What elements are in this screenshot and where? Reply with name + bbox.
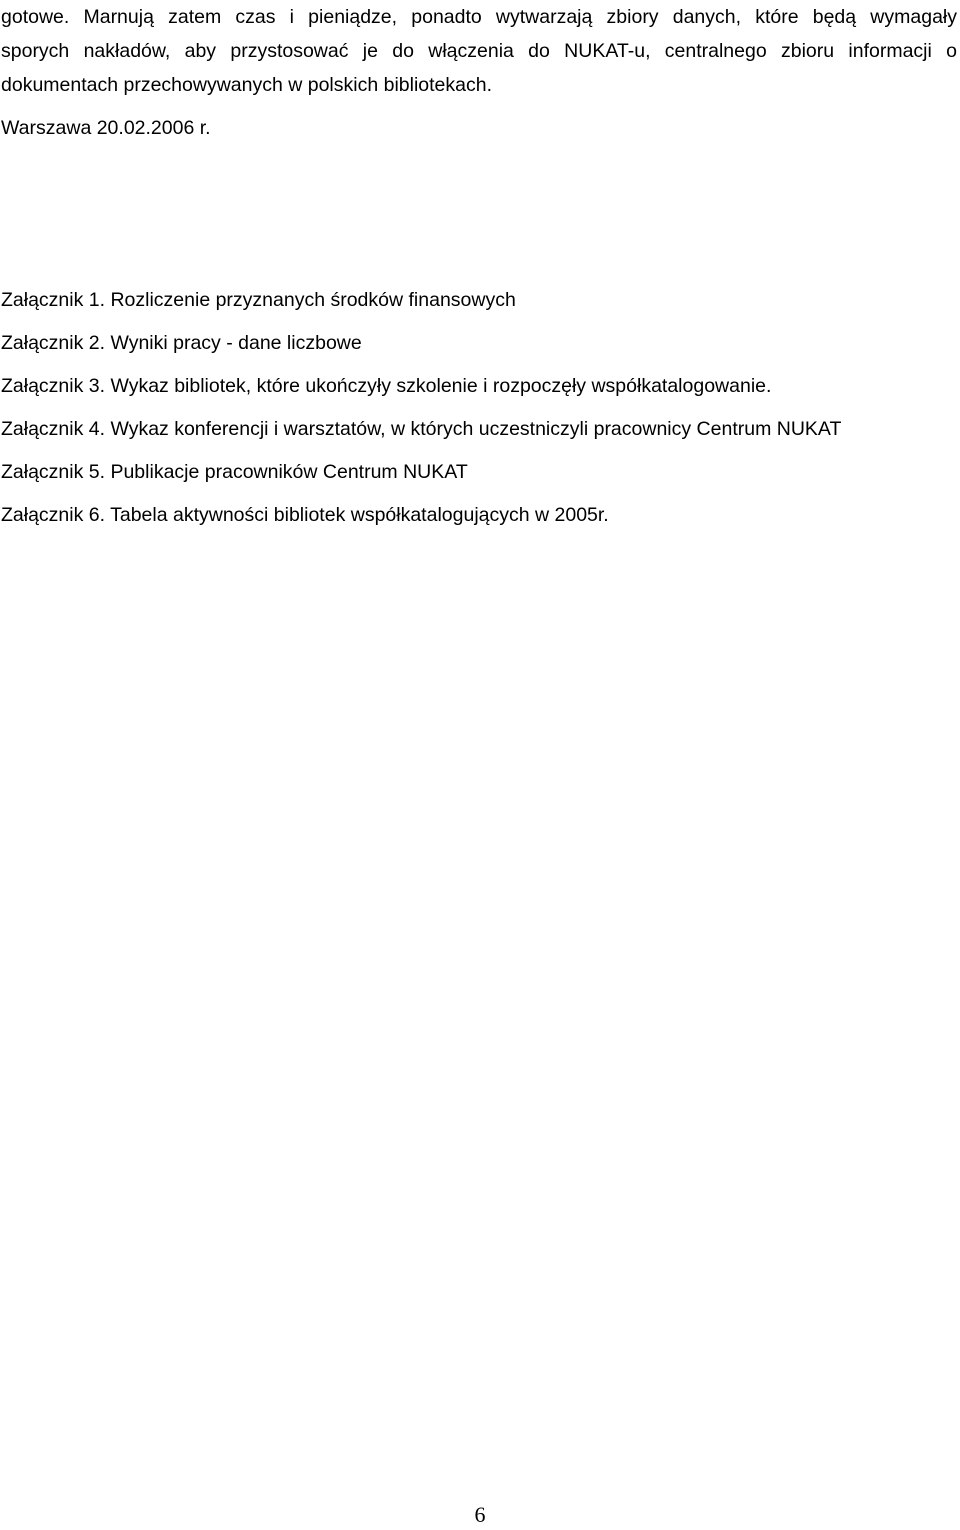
attachment-item: Załącznik 5. Publikacje pracowników Centrum NUKAT xyxy=(1,461,468,483)
paragraph-line: gotowe. Marnują zatem czas i pieniądze, ponadto wytwarzają zbiory danych, które będą wymagały xyxy=(1,6,957,28)
date-line: Warszawa 20.02.2006 r. xyxy=(1,117,211,139)
attachments-list xyxy=(1,283,957,541)
paragraph-line: sporych nakładów, aby przystosować je do włączenia do NUKAT-u, centralnego zbioru informacji o xyxy=(1,40,957,62)
attachment-item: Załącznik 4. Wykaz konferencji i warsztatów, w których uczestniczyli pracownicy Centrum NUKAT xyxy=(1,418,842,440)
page-number: 6 xyxy=(474,1502,486,1527)
paragraph-line: dokumentach przechowywanych w polskich bibliotekach. xyxy=(1,74,493,96)
body-paragraph xyxy=(1,0,957,102)
attachment-item: Załącznik 3. Wykaz bibliotek, które ukończyły szkolenie i rozpoczęły współkatalogowanie. xyxy=(1,375,772,397)
attachment-item: Załącznik 2. Wyniki pracy - dane liczbowe xyxy=(1,332,362,354)
attachment-item: Załącznik 1. Rozliczenie przyznanych środków finansowych xyxy=(1,289,516,311)
attachment-item: Załącznik 6. Tabela aktywności bibliotek współkatalogujących w 2005r. xyxy=(1,504,609,526)
